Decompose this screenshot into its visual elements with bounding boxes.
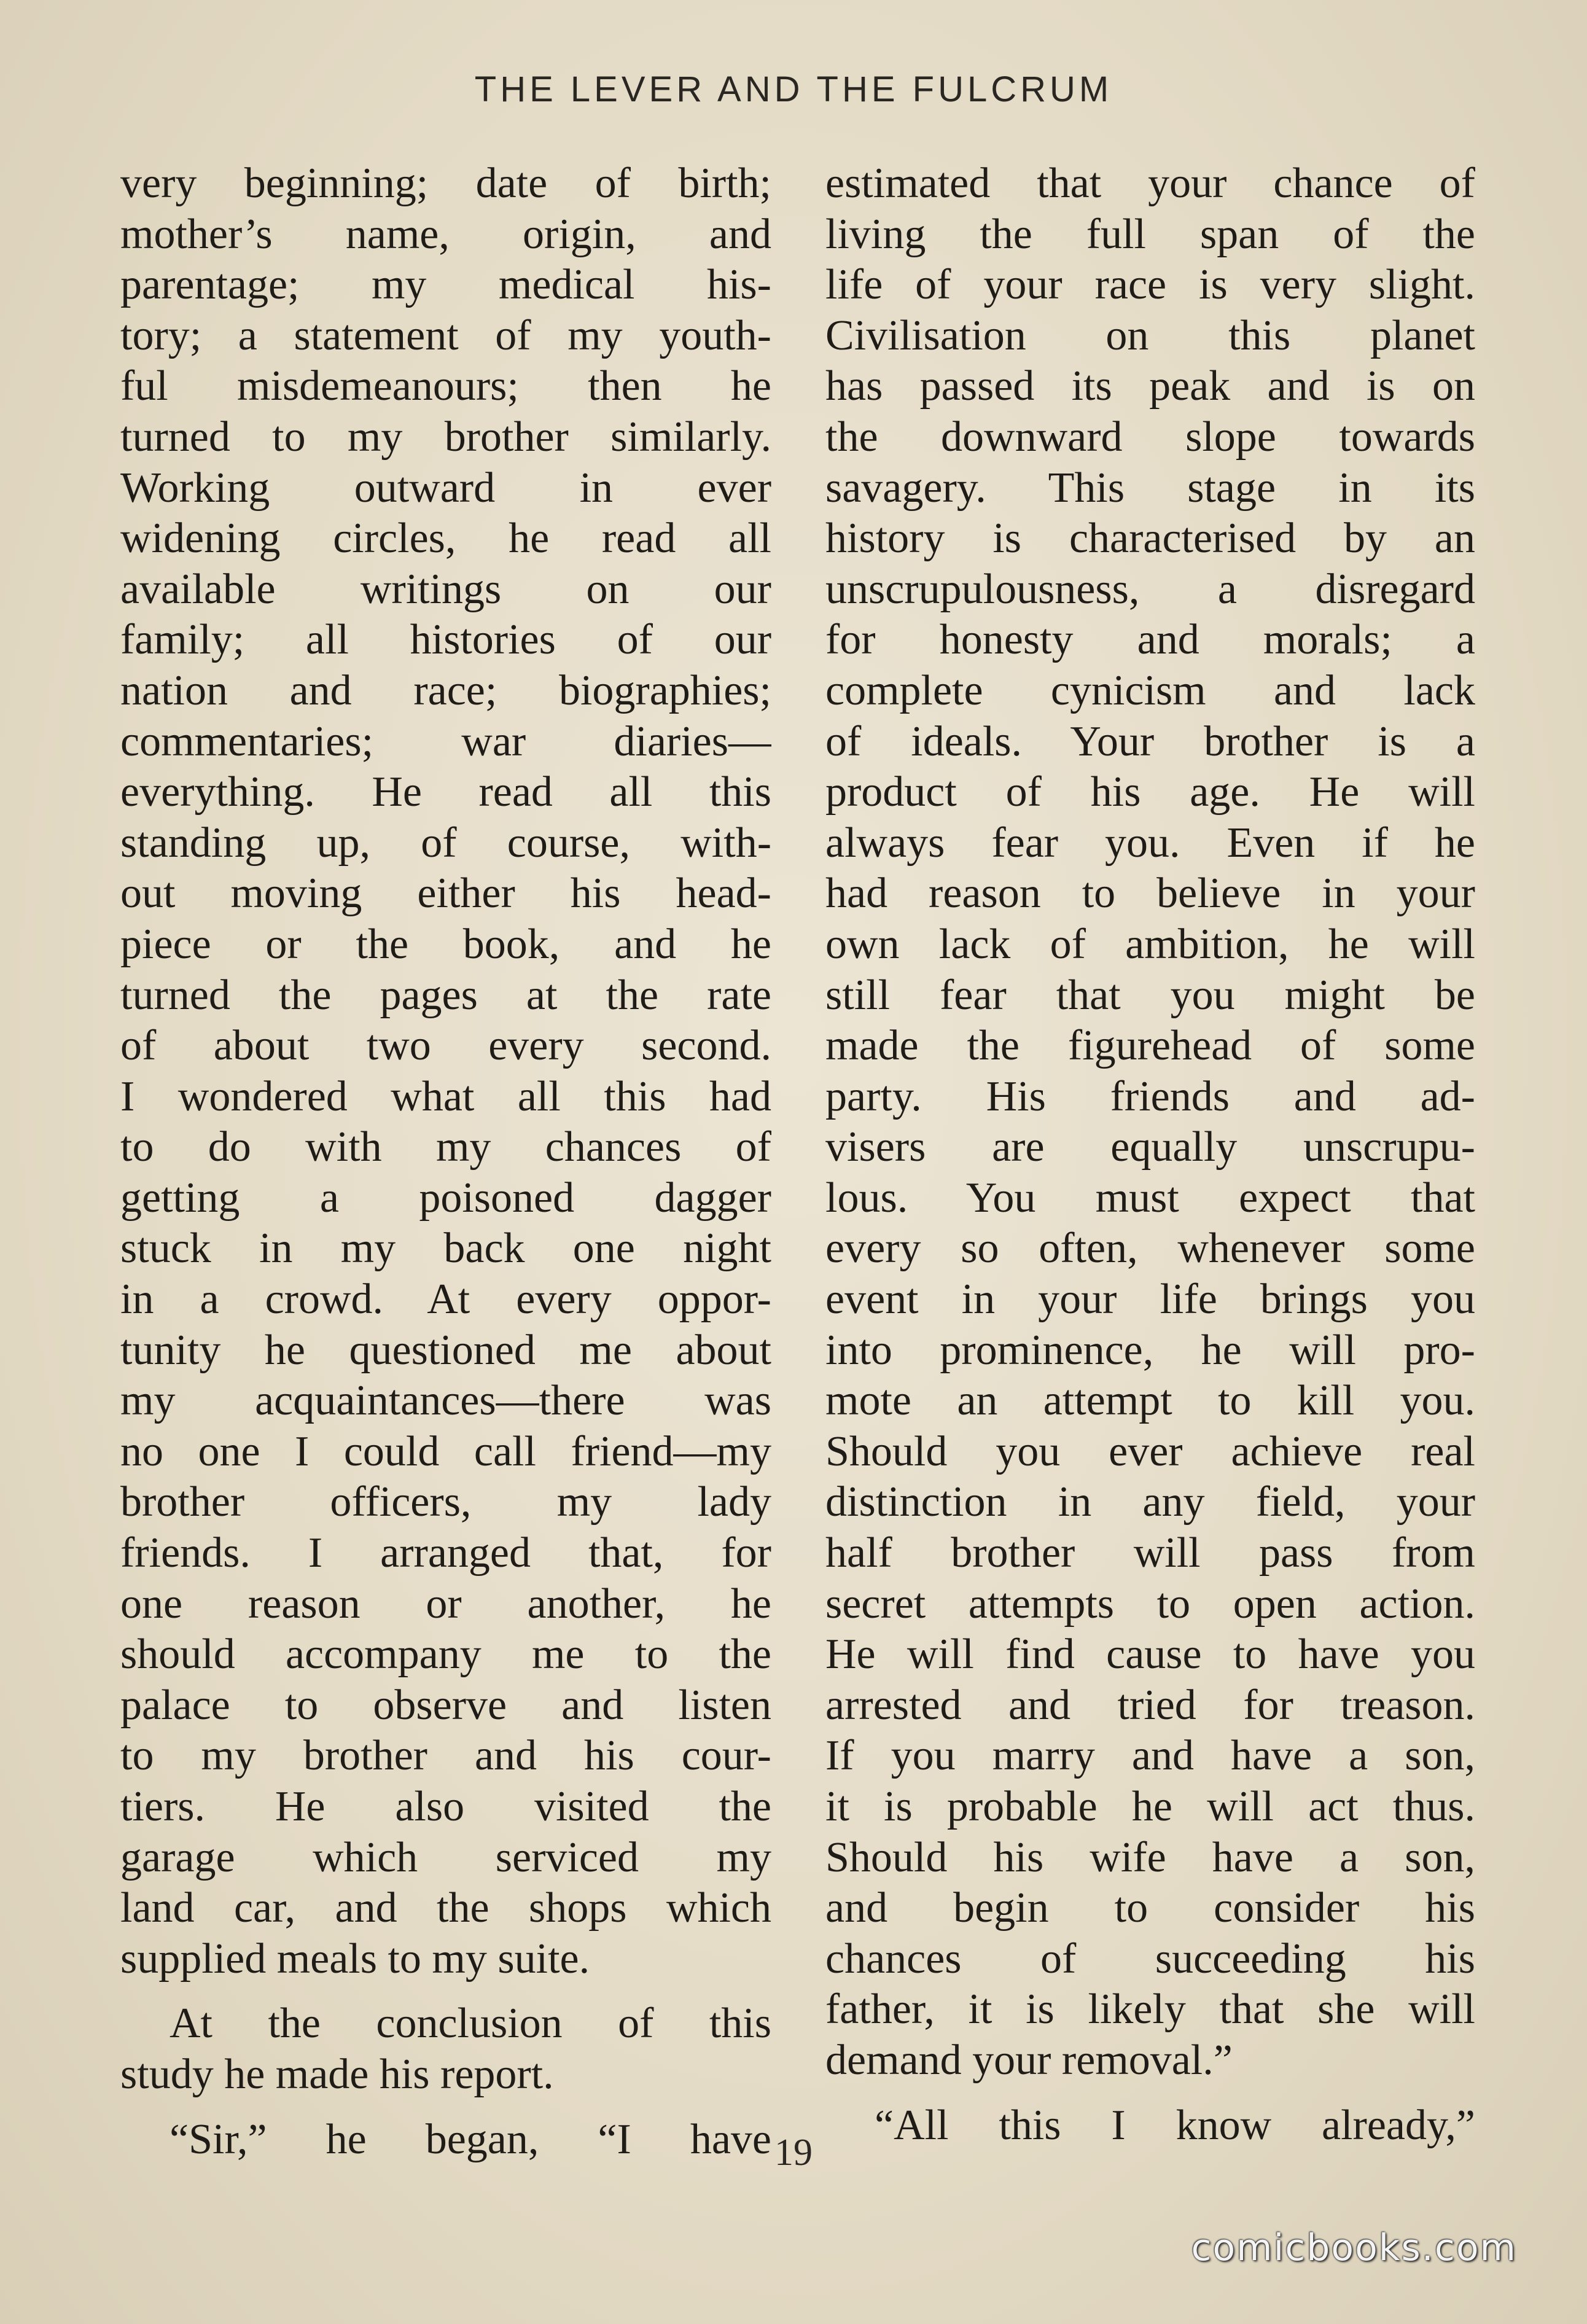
text-line: out moving either his head- [120, 870, 771, 918]
text-line: brother officers, my lady [120, 1478, 771, 1526]
text-line: He will find cause to have you [825, 1631, 1475, 1679]
text-line: At the conclusion of this [170, 2000, 771, 2048]
text-line: widening circles, he read all [120, 515, 771, 563]
paragraph-gap [120, 2100, 771, 2115]
text-line: friends. I arranged that, for [120, 1529, 771, 1577]
text-line: Should you ever achieve real [825, 1427, 1475, 1475]
paragraph-gap [120, 1984, 771, 1998]
text-line: turned the pages at the rate [120, 971, 771, 1019]
text-line: unscrupulousness, a disregard [825, 565, 1475, 613]
text-line: no one I could call friend—my [120, 1427, 771, 1475]
text-line: my acquaintances—there was [120, 1377, 771, 1425]
text-line: of ideals. Your brother is a [825, 717, 1475, 765]
text-line: arrested and tried for treason. [825, 1681, 1475, 1729]
text-line: “All this I know already,” [875, 2101, 1475, 2149]
text-line: has passed its peak and is on [825, 362, 1475, 410]
text-line: into prominence, he will pro- [825, 1326, 1475, 1374]
text-line: one reason or another, he [120, 1580, 771, 1628]
left-column [120, 158, 771, 2165]
text-line: parentage; my medical his- [120, 261, 771, 309]
text-line: made the figurehead of some [825, 1022, 1475, 1070]
text-line: visers are equally unscrupu- [825, 1123, 1475, 1171]
page-number: 19 [774, 2132, 813, 2174]
text-line: to do with my chances of [120, 1123, 771, 1171]
text-line: ful misdemeanours; then he [120, 362, 771, 410]
text-line: Should his wife have a son, [825, 1833, 1475, 1881]
text-line: life of your race is very slight. [825, 261, 1475, 309]
text-line: mother’s name, origin, and [120, 210, 771, 258]
text-line: in a crowd. At every oppor- [120, 1276, 771, 1324]
text-line: event in your life brings you [825, 1276, 1475, 1324]
text-line: very beginning; date of birth; [120, 160, 771, 207]
text-line: everything. He read all this [120, 768, 771, 816]
text-line: getting a poisoned dagger [120, 1174, 771, 1222]
right-paragraph-1 [825, 158, 1475, 2086]
text-line: secret attempts to open action. [825, 1580, 1475, 1628]
text-line: tory; a statement of my youth- [120, 311, 771, 359]
text-line: piece or the book, and he [120, 920, 771, 968]
text-line: every so often, whenever some [825, 1225, 1475, 1273]
text-line: study he made his report. [120, 2050, 554, 2098]
text-line: Working outward in ever [120, 464, 771, 512]
text-line: had reason to believe in your [825, 870, 1475, 918]
running-head: THE LEVER AND THE FULCRUM [474, 69, 1113, 109]
paragraph-gap [825, 2086, 1475, 2100]
text-line: tunity he questioned me about [120, 1326, 771, 1374]
text-line: stuck in my back one night [120, 1225, 771, 1273]
text-line: complete cynicism and lack [825, 666, 1475, 714]
text-line: still fear that you might be [825, 971, 1475, 1019]
text-line: land car, and the shops which [120, 1884, 771, 1932]
text-line: supplied meals to my suite. [120, 1935, 590, 1983]
text-line: history is characterised by an [825, 515, 1475, 563]
text-line: and begin to consider his [825, 1884, 1475, 1932]
text-line: palace to observe and listen [120, 1681, 771, 1729]
text-line: family; all histories of our [120, 616, 771, 664]
text-line: chances of succeeding his [825, 1935, 1475, 1983]
text-line: standing up, of course, with- [120, 819, 771, 867]
text-line: mote an attempt to kill you. [825, 1377, 1475, 1425]
text-line: savagery. This stage in its [825, 464, 1475, 512]
text-line: tiers. He also visited the [120, 1783, 771, 1830]
watermark: comicbooks.com [1191, 2226, 1517, 2269]
text-line: “Sir,” he began, “I have [170, 2115, 771, 2163]
right-column [825, 158, 1475, 2151]
text-line: Civilisation on this planet [825, 311, 1475, 359]
text-line: half brother will pass from [825, 1529, 1475, 1577]
text-line: If you marry and have a son, [825, 1732, 1475, 1780]
text-line: own lack of ambition, he will [825, 920, 1475, 968]
text-line: product of his age. He will [825, 768, 1475, 816]
text-line: living the full span of the [825, 210, 1475, 258]
text-line: turned to my brother similarly. [120, 413, 771, 461]
text-line: the downward slope towards [825, 413, 1475, 461]
text-line: demand your removal.” [825, 2036, 1233, 2084]
text-line: should accompany me to the [120, 1631, 771, 1679]
left-paragraph-1 [120, 158, 771, 1984]
text-line: always fear you. Even if he [825, 819, 1475, 867]
text-line: nation and race; biographies; [120, 666, 771, 714]
text-line: of about two every second. [120, 1022, 771, 1070]
text-line: estimated that your chance of [825, 160, 1475, 207]
text-line: to my brother and his cour- [120, 1732, 771, 1780]
text-line: it is probable he will act thus. [825, 1783, 1475, 1830]
text-line: distinction in any field, your [825, 1478, 1475, 1526]
left-paragraph-2 [120, 1998, 771, 2100]
text-line: father, it is likely that she will [825, 1986, 1475, 2033]
text-line: I wondered what all this had [120, 1072, 771, 1120]
text-line: party. His friends and ad- [825, 1072, 1475, 1120]
text-line: garage which serviced my [120, 1833, 771, 1881]
text-line: commentaries; war diaries— [120, 717, 771, 765]
text-line: available writings on our [120, 565, 771, 613]
text-line: for honesty and morals; a [825, 616, 1475, 664]
text-line: lous. You must expect that [825, 1174, 1475, 1222]
